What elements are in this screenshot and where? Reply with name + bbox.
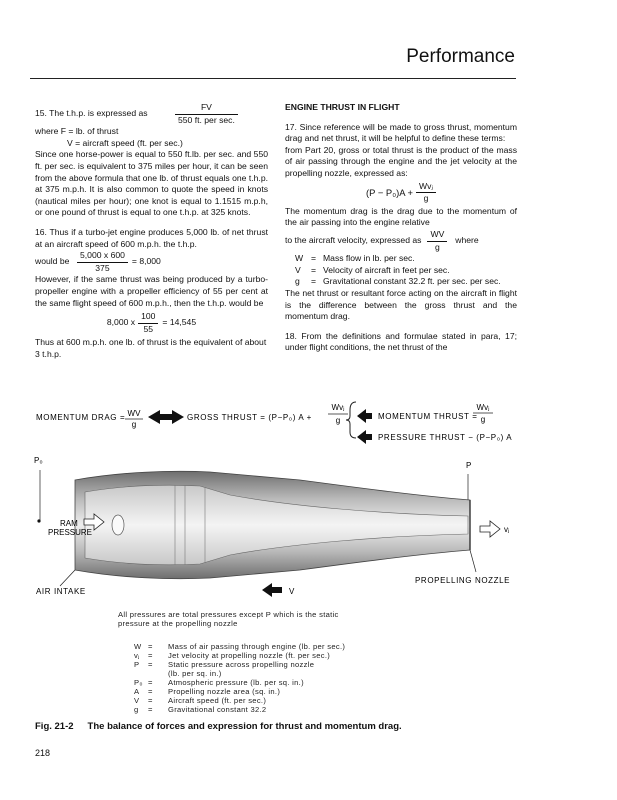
ram-label-line1: RAM — [60, 519, 78, 528]
ram-label-line2: PRESSURE — [48, 528, 93, 537]
legend-row: W = Mass of air passing through engine (lb. per sec.) — [134, 642, 346, 651]
md-numerator: WV — [127, 409, 141, 418]
drag-formula-denominator: g — [434, 241, 440, 252]
formula-2-lead: 8,000 x — [106, 317, 136, 328]
para-16-cont: However, if the same thrust was being produced by a turbo-propeller engine with a propeller efficiency of 55 per cent at the same flight speed of 600 m.p.h., then the t.h.p. would be — [35, 274, 268, 308]
figure-caption-text: The balance of forces and expression for thrust and momentum drag. — [87, 721, 402, 732]
vj-label: vⱼ — [504, 525, 510, 534]
formula-2-denominator: 55 — [143, 323, 154, 334]
drag-formula-fraction — [427, 229, 447, 253]
para-16-end: Thus at 600 m.p.h. one lb. of thrust is the equivalent of about 3 t.h.p. — [35, 337, 267, 359]
mt-numerator: Wvⱼ — [476, 403, 490, 412]
arrow-right-icon — [168, 410, 184, 424]
definitions-list — [295, 253, 517, 288]
gt-numerator: Wvⱼ — [331, 403, 345, 412]
momentum-drag-label: MOMENTUM DRAG = — [36, 413, 126, 422]
thp-formula — [175, 102, 238, 126]
formula-2-result: = 14,545 — [162, 317, 197, 328]
drag-lead: to the aircraft velocity, expressed as — [285, 235, 422, 246]
gross-formula-fraction — [416, 181, 436, 205]
drag-formula-numerator: WV — [427, 229, 447, 242]
mt-denominator: g — [480, 415, 486, 424]
section-heading: ENGINE THRUST IN FLIGHT — [285, 102, 400, 112]
where-f: where F = lb. of thrust — [35, 126, 119, 137]
arrow-left-icon — [357, 409, 372, 423]
legend-row: P₀ = Atmospheric pressure (lb. per sq. in.) — [134, 678, 304, 687]
note-line-2: pressure at the propelling nozzle — [118, 619, 238, 628]
formula-2-line — [35, 311, 268, 335]
legend-row: P = Static pressure across propelling nozzle — [134, 660, 315, 669]
para-17-drag: The momentum drag is the drag due to the momentum of the air passing into the engine relative — [285, 205, 517, 228]
drag-where: where — [455, 235, 479, 246]
formula-2-fraction — [138, 311, 158, 335]
gross-formula-lead: (P − P₀)A + — [366, 186, 414, 198]
gross-formula-numerator: Wvⱼ — [416, 181, 436, 194]
legend-row: A = Propelling nozzle area (sq. in.) — [134, 687, 281, 696]
would-be: would be — [35, 256, 70, 267]
momentum-thrust-label: MOMENTUM THRUST = — [378, 412, 478, 421]
legend-row: g = Gravitational constant 32.2 — [134, 705, 267, 714]
para-15-formula-line — [35, 102, 268, 126]
para-16-body: 16. Thus if a turbo-jet engine produces 5,000 lb. of net thrust at an aircraft speed of 600 m.p.h. the t.h.p. — [35, 226, 268, 249]
page-header-title: Performance — [406, 46, 515, 67]
p0-label: P₀ — [34, 456, 43, 465]
left-column — [35, 102, 268, 360]
inlet-cone — [112, 515, 124, 535]
page-number: 218 — [35, 748, 51, 758]
para-18-body: 18. From the definitions and formulae stated in para, 17; under flight conditions, the net thrust of the — [285, 330, 517, 353]
para-15-lead: 15. The t.h.p. is expressed as — [35, 108, 148, 119]
formula-1-fraction — [77, 250, 128, 274]
gt-denominator: g — [335, 416, 341, 425]
nozzle-leader — [470, 550, 476, 572]
definition-row: g = Gravitational constant 32.2 ft. per sec. per sec. — [295, 276, 501, 287]
brace — [346, 402, 356, 438]
jet-arrow-icon — [480, 521, 500, 537]
where-v: V = aircraft speed (ft. per sec.) — [67, 137, 183, 148]
formula-1-line — [35, 250, 268, 274]
arrow-left-icon — [357, 430, 372, 444]
gross-formula-denominator: g — [423, 193, 429, 204]
symbol-legend — [134, 642, 345, 714]
thp-formula-denominator: 550 ft. per sec. — [178, 114, 235, 125]
definition-row: V = Velocity of aircraft in feet per sec. — [295, 264, 450, 275]
velocity-arrow-icon — [262, 583, 282, 597]
ram-dot — [37, 519, 40, 522]
formula-1-numerator: 5,000 x 600 — [77, 250, 128, 263]
definition-row: W = Mass flow in lb. per sec. — [295, 253, 415, 264]
formula-1-denominator: 375 — [95, 262, 110, 273]
para-17-body: 17. Since reference will be made to gross thrust, momentum drag and net thrust, it will be helpful to define these terms: — [285, 121, 517, 144]
drag-formula-line — [285, 229, 517, 253]
header-rule — [30, 78, 516, 79]
figure-caption — [35, 721, 402, 732]
thp-formula-numerator: FV — [175, 102, 238, 115]
formula-2-numerator: 100 — [138, 311, 158, 324]
legend-row: (lb. per sq. in.) — [168, 669, 222, 678]
pressure-thrust-label: PRESSURE THRUST − (P−P₀) A — [378, 433, 513, 442]
figure-number: Fig. 21-2 — [35, 721, 74, 732]
md-denominator: g — [131, 420, 137, 429]
diagram-note — [118, 610, 339, 628]
p-label: P — [466, 461, 472, 470]
gross-thrust-label: GROSS THRUST = (P−P₀) A + — [187, 413, 312, 422]
thrust-diagram — [0, 380, 617, 605]
para-17-cont: from Part 20, gross or total thrust is the product of the mass of air passing through the engine and the jet velocity at the propelling nozzle, expressed as: — [285, 144, 517, 178]
para-17-net: The net thrust or resultant force acting on the aircraft in flight is the difference between the gross thrust and the momentum drag. — [285, 287, 517, 322]
air-intake-leader — [60, 570, 75, 586]
propelling-nozzle-label: PROPELLING NOZZLE — [415, 576, 511, 585]
arrow-left-icon — [148, 410, 170, 424]
air-intake-label: AIR INTAKE — [36, 587, 86, 596]
note-line-1: All pressures are total pressures except P which is the static — [118, 610, 339, 619]
para-15-body: Since one horse-power is equal to 550 ft.lb. per sec. and 550 ft. per sec. is equivalent to 375 miles per hour, it can be seen from the above formula that one lb. of thrust equals one t.h.p. at 375 m.p.h. It is also common to quote the speed in knots (nautical miles per hour); one knot is equal to 1.1515 m.p.h, or one pound of thrust is equal to one t.h.p. at 325 knots. — [35, 149, 268, 218]
v-label: V — [289, 587, 295, 596]
formula-1-result: = 8,000 — [131, 256, 161, 267]
right-column — [285, 102, 517, 354]
legend-row: V = Aircraft speed (ft. per sec.) — [134, 696, 267, 705]
legend-row: vⱼ = Jet velocity at propelling nozzle (ft. per sec.) — [134, 651, 331, 660]
gross-thrust-formula — [285, 181, 517, 205]
